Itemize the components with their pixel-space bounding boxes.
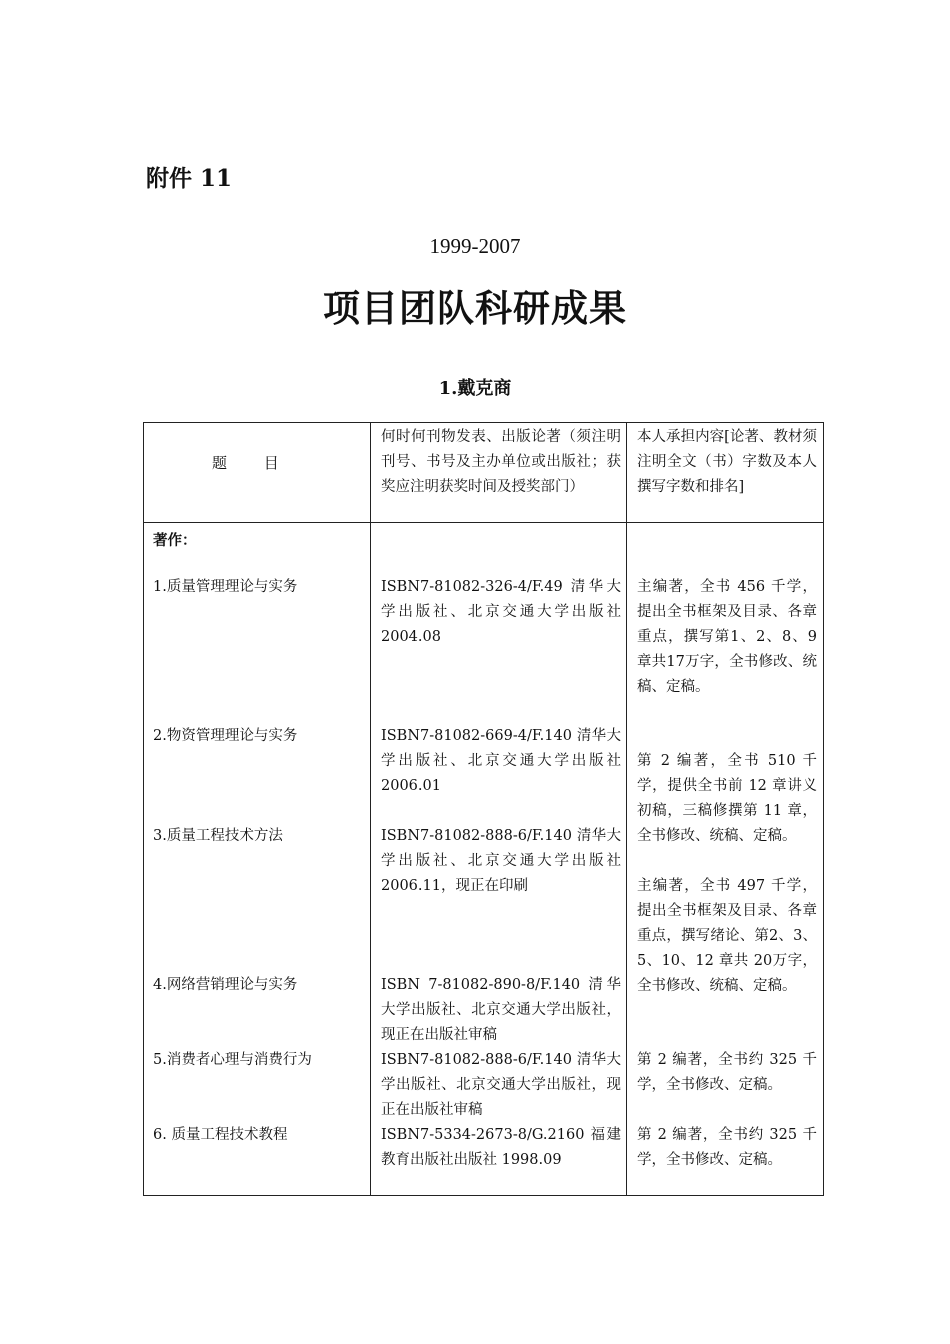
row-3-title: 3.质量工程技术方法 <box>153 828 283 844</box>
row-1-title: 1.质量管理理论与实务 <box>153 579 298 595</box>
row-3-contribution: 主编著，全书 497 千学，提出全书框架及目录、各章重点，撰写绪论、第2、3、5、10、12 章共 20万字，全书修改、统稿、定稿。 <box>637 878 817 994</box>
row-5-title: 5.消费者心理与消费行为 <box>153 1052 312 1068</box>
header-contribution: 本人承担内容[论著、教材须注明全文（书）字数及本人撰写字数和排名] <box>637 429 817 495</box>
attachment-label: 附件 11 <box>146 165 233 192</box>
row-2-title: 2.物资管理理论与实务 <box>153 728 298 744</box>
page-title: 项目团队科研成果 <box>323 286 627 330</box>
person-heading: 1.戴克商 <box>438 378 512 399</box>
row-1-publication: ISBN7-81082-326-4/F.49 清华大学出版社、北京交通大学出版社 2004.08 <box>381 579 621 645</box>
row-6-title: 6. 质量工程技术教程 <box>153 1127 288 1143</box>
row-3-publication: ISBN7-81082-888-6/F.140 清华大学出版社、北京交通大学出版社 2006.11，现正在印刷 <box>381 828 621 894</box>
row-4-title: 4.网络营销理论与实务 <box>153 977 298 993</box>
year-range: 1999-2007 <box>429 234 521 258</box>
row-1-contribution: 主编著，全书 456 千学，提出全书框架及目录、各章重点，撰写第1、2、8、9章共17万字，全书修改、统稿、定稿。 <box>637 579 817 695</box>
header-publication: 何时何刊物发表、出版论著（须注明刊号、书号及主办单位或出版社；获奖应注明获奖时间及授奖部门） <box>381 429 621 495</box>
column-divider-1 <box>370 422 371 1196</box>
row-5-publication: ISBN7-81082-888-6/F.140 清华大学出版社、北京交通大学出版社，现正在出版社审稿 <box>381 1052 621 1118</box>
column-divider-2 <box>626 422 627 1196</box>
section-label: 著作： <box>153 532 197 549</box>
row-6-contribution: 第 2 编著，全书约 325 千学，全书修改、定稿。 <box>637 1127 817 1168</box>
row-2-contribution: 第 2 编著，全书 510 千学，提供全书前 12 章讲义初稿，三稿修撰第 11 章，全书修改、统稿、定稿。 <box>637 753 817 844</box>
row-6-publication: ISBN7-5334-2673-8/G.2160 福建教育出版社出版社 1998.09 <box>381 1127 621 1168</box>
row-4-publication: ISBN 7-81082-890-8/F.140 清华大学出版社、北京交通大学出版社，现正在出版社审稿 <box>381 977 621 1043</box>
row-5-contribution: 第 2 编著，全书约 325 千学，全书修改、定稿。 <box>637 1052 817 1093</box>
header-divider <box>143 522 824 523</box>
row-2-publication: ISBN7-81082-669-4/F.140 清华大学出版社、北京交通大学出版社 2006.01 <box>381 728 621 794</box>
header-title: 题 目 <box>212 454 295 472</box>
